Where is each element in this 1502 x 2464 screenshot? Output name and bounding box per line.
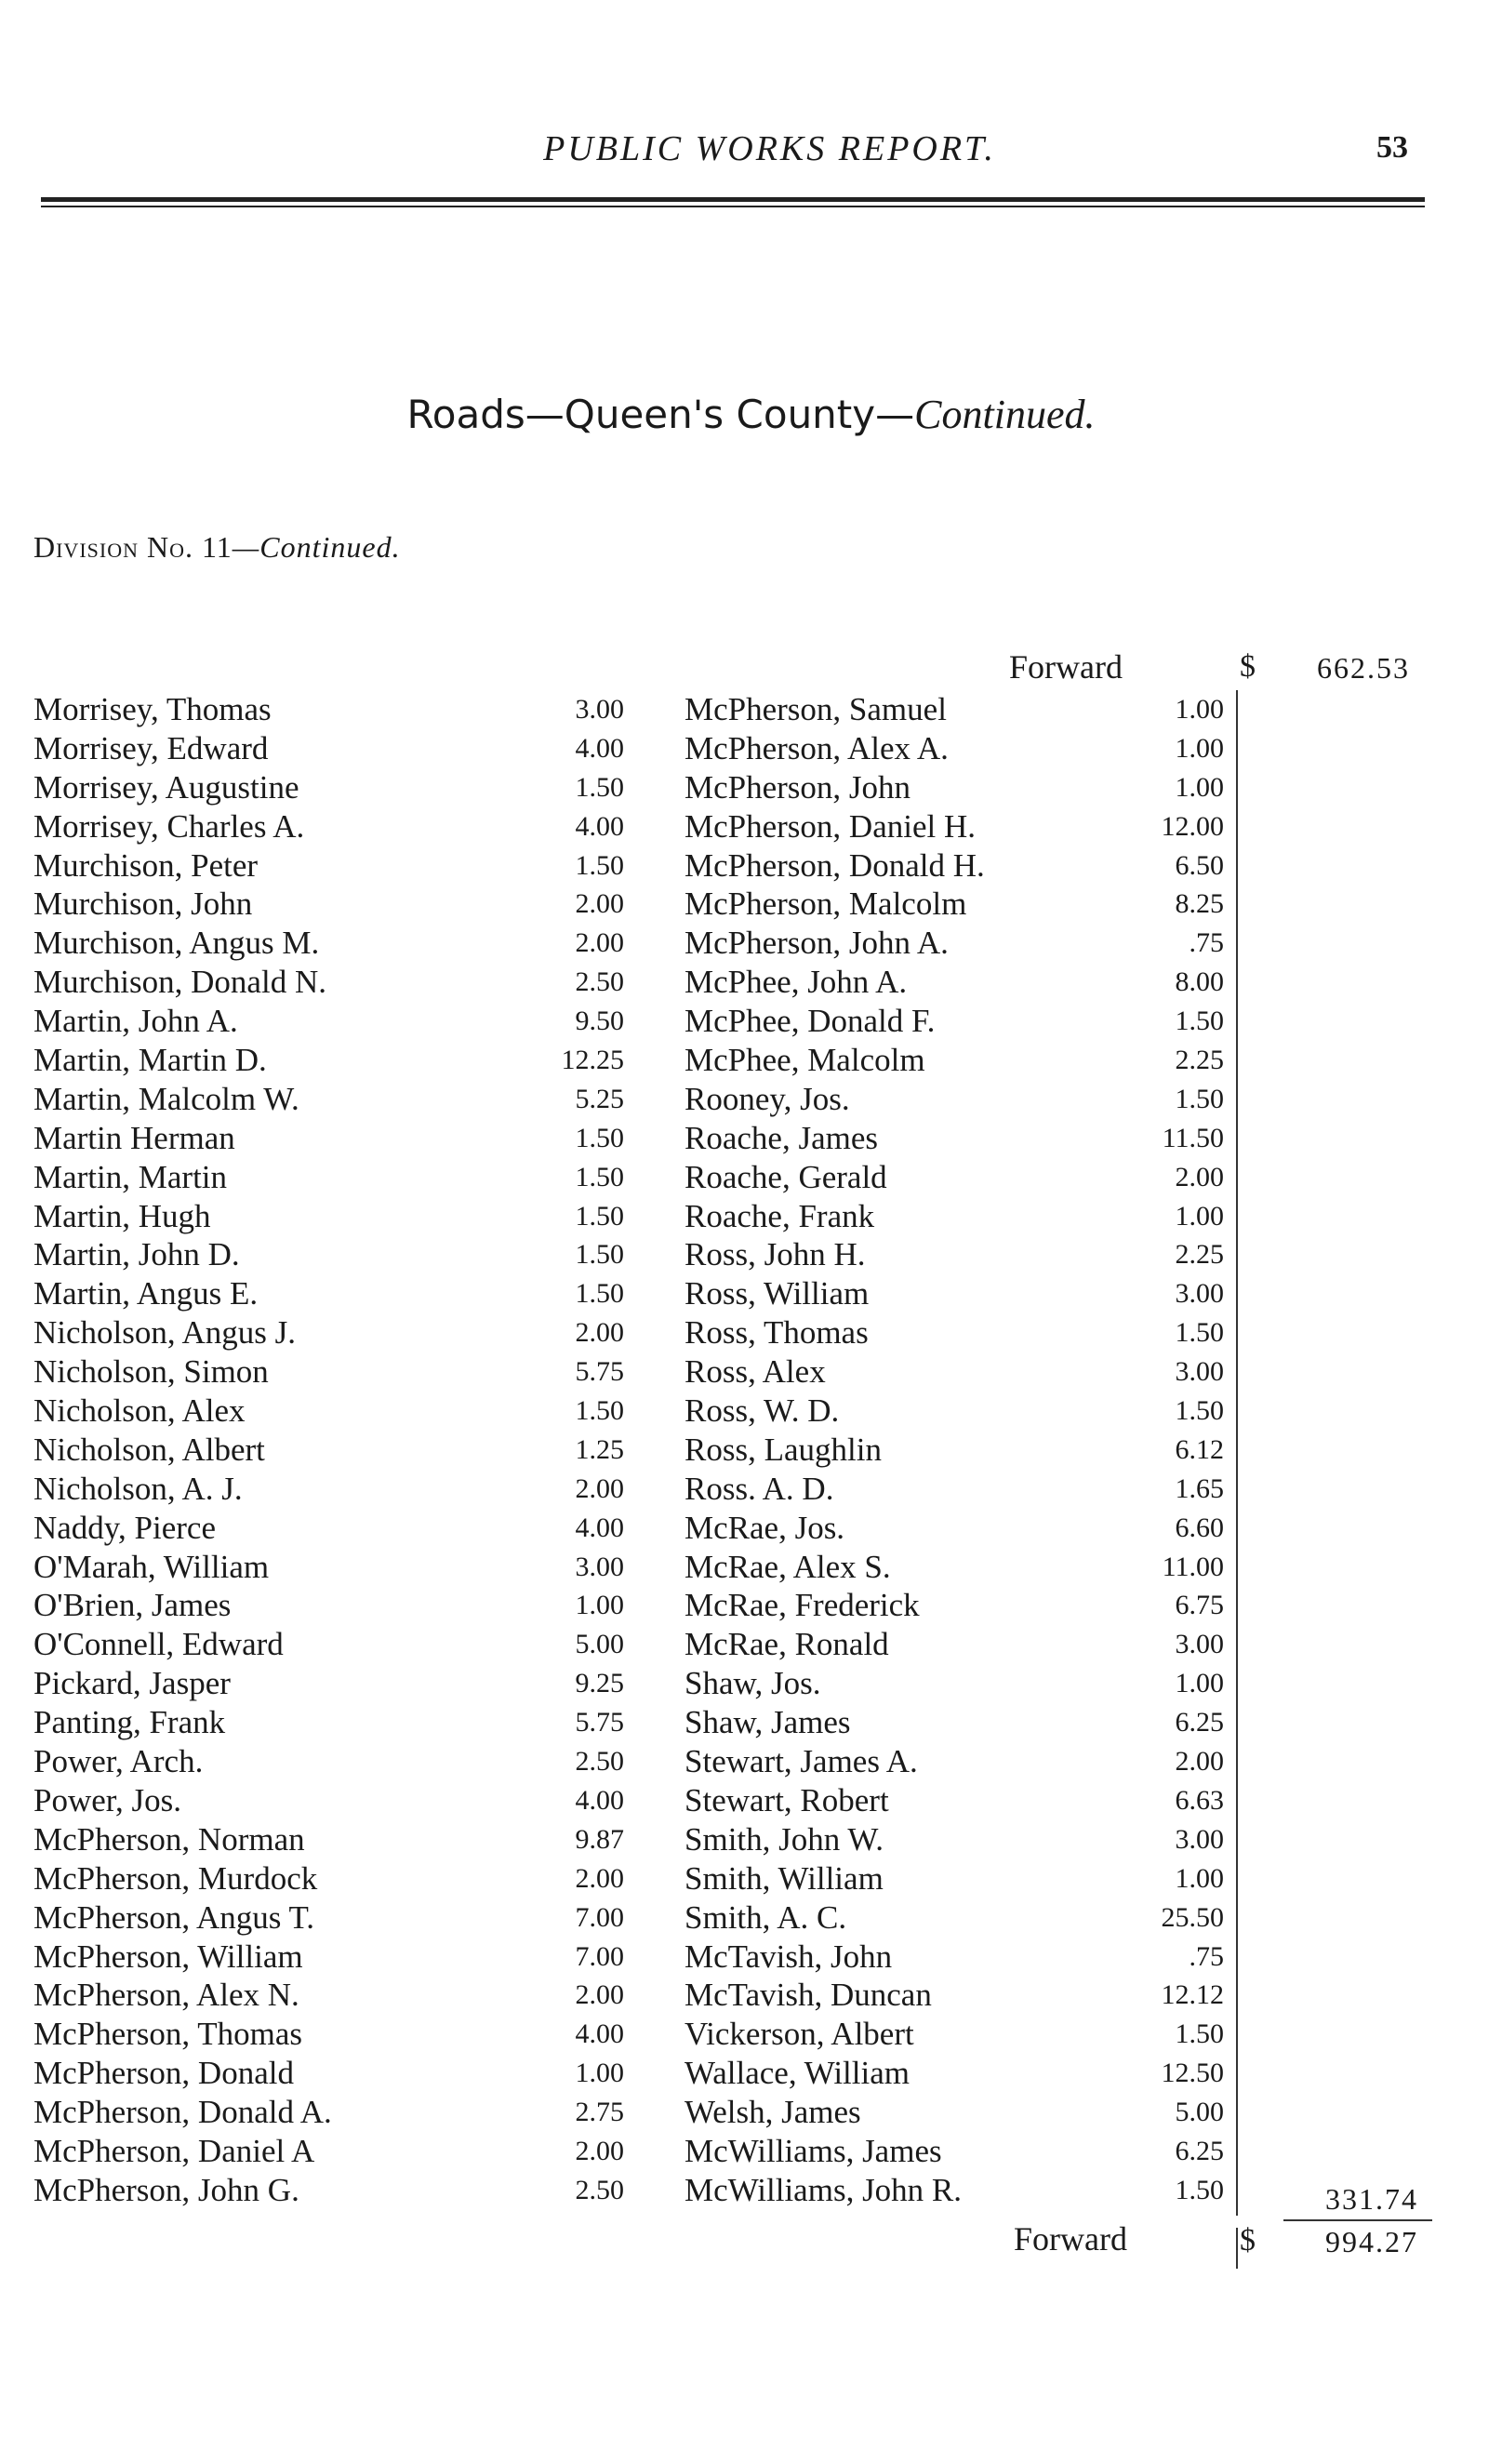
payee-name: McTavish, Duncan xyxy=(685,1977,932,2014)
page-number: 53 xyxy=(1376,130,1408,165)
payee-name: Smith, A. C. xyxy=(685,1898,847,1936)
payment-amount: 5.75 xyxy=(575,1707,624,1738)
payment-amount: 1.00 xyxy=(1175,1668,1224,1699)
payment-amount: 4.00 xyxy=(575,732,624,764)
ledger-row xyxy=(33,885,624,924)
forward-top-label: Forward xyxy=(1009,648,1123,686)
ledger-row xyxy=(33,1431,624,1470)
forward-bottom-dollar: $ xyxy=(1240,2223,1256,2258)
payment-amount: 12.12 xyxy=(1161,1979,1224,2011)
payment-amount: 2.25 xyxy=(1175,1045,1224,1076)
payee-name: Morrisey, Charles A. xyxy=(33,807,305,845)
subtotal-underline xyxy=(1283,2219,1432,2221)
forward-bottom-label: Forward xyxy=(1014,2220,1127,2258)
payment-amount: 9.50 xyxy=(575,1006,624,1037)
payment-amount: 2.00 xyxy=(1175,1161,1224,1192)
ledger-row xyxy=(33,1470,624,1509)
payee-name: Nicholson, Albert xyxy=(33,1431,265,1468)
payee-name: Martin, Hugh xyxy=(33,1197,211,1234)
ledger-row xyxy=(679,924,1237,963)
payment-amount: 12.25 xyxy=(561,1045,624,1076)
ledger-row xyxy=(33,1548,624,1587)
payment-amount: 1.00 xyxy=(1175,732,1224,764)
payee-name: Welsh, James xyxy=(685,2094,861,2131)
ledger-row xyxy=(679,2093,1237,2132)
left-column xyxy=(33,690,624,2210)
payment-amount: 3.00 xyxy=(1175,1278,1224,1310)
payee-name: Shaw, Jos. xyxy=(685,1665,821,1702)
payment-amount: 4.00 xyxy=(575,1512,624,1543)
payment-amount: 12.50 xyxy=(1161,2058,1224,2089)
division-label: Division No. xyxy=(33,530,193,564)
ledger-row xyxy=(33,1392,624,1431)
ledger-row xyxy=(33,1625,624,1664)
ledger-row xyxy=(679,807,1237,846)
forward-bottom-rule xyxy=(1236,2228,1238,2269)
payment-amount: 6.25 xyxy=(1175,2135,1224,2166)
payment-amount: .75 xyxy=(1189,1940,1224,1972)
payment-amount: 2.00 xyxy=(575,927,624,959)
payment-amount: 1.00 xyxy=(575,1590,624,1621)
payment-amount: 4.00 xyxy=(575,1784,624,1816)
ledger-row xyxy=(679,2054,1237,2093)
payment-amount: 1.00 xyxy=(1175,1862,1224,1894)
ledger-row xyxy=(679,963,1237,1002)
section-title-main: Roads—Queen's County— xyxy=(406,392,915,437)
ledger-row xyxy=(679,1235,1237,1274)
payment-amount: 1.00 xyxy=(575,2058,624,2089)
payee-name: McPhee, Malcolm xyxy=(685,1042,925,1079)
ledger-row xyxy=(679,1976,1237,2015)
payee-name: Murchison, Peter xyxy=(33,846,259,884)
payment-amount: 12.00 xyxy=(1161,810,1224,842)
payment-amount: 1.50 xyxy=(1175,1083,1224,1114)
ledger-row xyxy=(679,1352,1237,1392)
ledger-row xyxy=(33,1041,624,1080)
payee-name: Ross, Thomas xyxy=(685,1314,869,1352)
payment-amount: 3.00 xyxy=(575,694,624,725)
payee-name: McPherson, Murdock xyxy=(33,1859,318,1897)
payee-name: Stewart, James A. xyxy=(685,1743,918,1780)
ledger-row xyxy=(33,846,624,886)
payee-name: Ross, Laughlin xyxy=(685,1431,882,1468)
ledger-row xyxy=(33,1352,624,1392)
payee-name: Shaw, James xyxy=(685,1704,851,1741)
payee-name: Panting, Frank xyxy=(33,1704,226,1741)
payment-amount: 3.00 xyxy=(575,1551,624,1582)
header-rule-thick xyxy=(41,197,1425,202)
payee-name: Murchison, Donald N. xyxy=(33,964,326,1001)
payee-name: McPherson, William xyxy=(33,1938,303,1975)
ledger-row xyxy=(679,1197,1237,1236)
payment-amount: 1.00 xyxy=(1175,1200,1224,1232)
payee-name: Nicholson, Alex xyxy=(33,1392,246,1430)
ledger-row xyxy=(33,2015,624,2054)
ledger-row xyxy=(33,1197,624,1236)
payee-name: Murchison, John xyxy=(33,886,253,923)
ledger-row xyxy=(33,1859,624,1898)
payment-amount: 8.25 xyxy=(1175,888,1224,920)
ledger-row xyxy=(679,768,1237,807)
ledger-row xyxy=(679,2015,1237,2054)
payment-amount: 6.75 xyxy=(1175,1590,1224,1621)
payee-name: Nicholson, Angus J. xyxy=(33,1314,296,1352)
payee-name: Ross. A. D. xyxy=(685,1470,834,1507)
payee-name: McRae, Frederick xyxy=(685,1587,920,1624)
payee-name: Pickard, Jasper xyxy=(33,1665,231,1702)
payment-amount: 1.50 xyxy=(575,1395,624,1427)
ledger-row xyxy=(679,1392,1237,1431)
payee-name: Smith, John W. xyxy=(685,1820,884,1858)
ledger-row xyxy=(33,1235,624,1274)
payee-name: Morrisey, Augustine xyxy=(33,768,299,806)
payee-name: McPherson, Donald H. xyxy=(685,846,985,884)
payment-amount: 2.50 xyxy=(575,1746,624,1778)
payment-amount: 11.50 xyxy=(1162,1122,1224,1153)
payee-name: McPherson, John G. xyxy=(33,2171,299,2208)
payment-amount: 6.12 xyxy=(1175,1433,1224,1465)
payment-amount: 1.50 xyxy=(1175,1006,1224,1037)
ledger-row xyxy=(679,1898,1237,1938)
payment-amount: 25.50 xyxy=(1161,1901,1224,1933)
ledger-row xyxy=(679,1041,1237,1080)
payment-amount: 1.50 xyxy=(575,1200,624,1232)
payee-name: McPherson, Thomas xyxy=(33,2016,303,2053)
ledger-row xyxy=(33,2093,624,2132)
ledger-row xyxy=(679,1938,1237,1977)
payee-name: Rooney, Jos. xyxy=(685,1080,850,1117)
payment-amount: .75 xyxy=(1189,927,1224,959)
payment-amount: 8.00 xyxy=(1175,966,1224,998)
payee-name: McPherson, Daniel A xyxy=(33,2132,315,2169)
payment-amount: 4.00 xyxy=(575,810,624,842)
ledger-row xyxy=(679,2132,1237,2171)
ledger-row xyxy=(33,1820,624,1859)
payee-name: Ross, W. D. xyxy=(685,1392,840,1430)
payment-amount: 4.00 xyxy=(575,2018,624,2050)
ledger-row xyxy=(33,729,624,768)
ledger-row xyxy=(33,2171,624,2210)
payment-amount: 1.50 xyxy=(575,771,624,803)
payee-name: McPherson, Donald xyxy=(33,2055,294,2092)
payee-name: Martin, Martin xyxy=(33,1158,228,1195)
payment-amount: 1.50 xyxy=(1175,1395,1224,1427)
payee-name: McWilliams, John R. xyxy=(685,2171,963,2208)
payment-amount: 1.65 xyxy=(1175,1472,1224,1504)
payee-name: Wallace, William xyxy=(685,2055,910,2092)
payee-name: McPhee, John A. xyxy=(685,964,908,1001)
ledger-row xyxy=(33,807,624,846)
payee-name: Power, Arch. xyxy=(33,1743,204,1780)
section-title-continued: Continued. xyxy=(914,392,1096,437)
payee-name: McPherson, John A. xyxy=(685,925,949,962)
ledger-row xyxy=(679,1509,1237,1548)
forward-bottom-amount: 994.27 xyxy=(1325,2225,1418,2258)
payee-name: Power, Jos. xyxy=(33,1781,182,1818)
payment-amount: 1.50 xyxy=(575,1239,624,1271)
ledger-row xyxy=(33,1313,624,1352)
payee-name: Martin, Angus E. xyxy=(33,1275,259,1312)
ledger-row xyxy=(33,1898,624,1938)
ledger-row xyxy=(679,885,1237,924)
ledger-row xyxy=(33,1158,624,1197)
ledger-row xyxy=(679,1548,1237,1587)
payment-amount: 2.00 xyxy=(575,888,624,920)
payee-name: Ross, William xyxy=(685,1275,870,1312)
forward-top-dollar: $ xyxy=(1240,649,1256,684)
ledger-row xyxy=(679,1820,1237,1859)
payment-amount: 1.00 xyxy=(1175,694,1224,725)
forward-top-amount: 662.53 xyxy=(1317,651,1410,685)
payment-amount: 3.00 xyxy=(1175,1629,1224,1660)
ledger-row xyxy=(679,1742,1237,1781)
payee-name: McPherson, Daniel H. xyxy=(685,807,977,845)
ledger-row xyxy=(679,846,1237,886)
amount-column-rule xyxy=(1236,690,1238,2216)
payee-name: McRae, Ronald xyxy=(685,1626,889,1663)
ledger-row xyxy=(679,1625,1237,1664)
payee-name: Stewart, Robert xyxy=(685,1781,889,1818)
ledger-row xyxy=(33,1938,624,1977)
payee-name: Murchison, Angus M. xyxy=(33,925,320,962)
payee-name: O'Connell, Edward xyxy=(33,1626,284,1663)
payee-name: Morrisey, Edward xyxy=(33,729,269,766)
payee-name: Martin, Martin D. xyxy=(33,1042,267,1079)
payment-amount: 5.00 xyxy=(575,1629,624,1660)
payment-amount: 2.75 xyxy=(575,2097,624,2128)
running-header: PUBLIC WORKS REPORT. xyxy=(543,129,996,168)
payee-name: McPherson, Angus T. xyxy=(33,1898,315,1936)
payee-name: Martin Herman xyxy=(33,1119,235,1156)
ledger-row xyxy=(679,1002,1237,1041)
ledger-row xyxy=(679,1781,1237,1820)
payment-amount: 6.25 xyxy=(1175,1707,1224,1738)
payee-name: Ross, Alex xyxy=(685,1353,826,1391)
header-rule-thin xyxy=(41,206,1425,207)
ledger-row xyxy=(33,1274,624,1313)
ledger-row xyxy=(33,1781,624,1820)
payment-amount: 6.60 xyxy=(1175,1512,1224,1543)
right-column xyxy=(679,690,1237,2210)
ledger-row xyxy=(33,1703,624,1742)
payee-name: McPherson, Samuel xyxy=(685,691,947,727)
payee-name: Ross, John H. xyxy=(685,1236,866,1273)
payment-amount: 3.00 xyxy=(1175,1356,1224,1388)
payment-amount: 1.50 xyxy=(575,849,624,881)
payment-amount: 1.50 xyxy=(575,1161,624,1192)
ledger-row xyxy=(679,1664,1237,1703)
payee-name: McTavish, John xyxy=(685,1938,893,1975)
ledger-row xyxy=(33,924,624,963)
payee-name: O'Brien, James xyxy=(33,1587,232,1624)
ledger-row xyxy=(679,1158,1237,1197)
ledger-row xyxy=(33,1976,624,2015)
payment-amount: 1.50 xyxy=(1175,1317,1224,1349)
payment-amount: 9.25 xyxy=(575,1668,624,1699)
ledger-row xyxy=(679,1703,1237,1742)
payee-name: Roache, Frank xyxy=(685,1197,875,1234)
payee-name: Vickerson, Albert xyxy=(685,2016,914,2053)
ledger-row xyxy=(33,1742,624,1781)
payee-name: McPherson, Malcolm xyxy=(685,886,967,923)
payment-amount: 9.87 xyxy=(575,1823,624,1855)
division-heading xyxy=(33,530,401,565)
ledger-row xyxy=(33,1664,624,1703)
ledger-row xyxy=(679,1470,1237,1509)
payee-name: McPherson, Donald A. xyxy=(33,2094,332,2131)
payment-amount: 1.50 xyxy=(1175,2174,1224,2205)
payment-amount: 2.00 xyxy=(575,1862,624,1894)
payee-name: Martin, Malcolm W. xyxy=(33,1080,299,1117)
payment-amount: 1.00 xyxy=(1175,771,1224,803)
payee-name: McWilliams, James xyxy=(685,2132,942,2169)
payee-name: Smith, William xyxy=(685,1859,884,1897)
ledger-row xyxy=(679,2171,1237,2210)
payment-amount: 6.63 xyxy=(1175,1784,1224,1816)
ledger-row xyxy=(679,729,1237,768)
ledger-row xyxy=(33,2054,624,2093)
payment-amount: 3.00 xyxy=(1175,1823,1224,1855)
ledger-row xyxy=(679,690,1237,729)
ledger-row xyxy=(679,1431,1237,1470)
payment-amount: 5.00 xyxy=(1175,2097,1224,2128)
payee-name: Martin, John A. xyxy=(33,1003,238,1040)
payee-name: McPherson, Norman xyxy=(33,1820,305,1858)
payment-amount: 7.00 xyxy=(575,1940,624,1972)
ledger-row xyxy=(33,1080,624,1119)
payment-amount: 11.00 xyxy=(1162,1551,1224,1582)
payee-name: McRae, Jos. xyxy=(685,1509,845,1546)
page-subtotal: 331.74 xyxy=(1325,2182,1418,2216)
ledger-row xyxy=(33,2132,624,2171)
payee-name: Morrisey, Thomas xyxy=(33,691,272,727)
ledger-row xyxy=(33,963,624,1002)
payment-amount: 1.50 xyxy=(575,1122,624,1153)
payee-name: McRae, Alex S. xyxy=(685,1548,891,1585)
ledger-row xyxy=(33,1119,624,1158)
ledger-row xyxy=(33,1586,624,1625)
payment-amount: 1.50 xyxy=(1175,2018,1224,2050)
payment-amount: 2.00 xyxy=(575,1979,624,2011)
payment-amount: 5.75 xyxy=(575,1356,624,1388)
payee-name: Roache, James xyxy=(685,1119,878,1156)
payment-amount: 2.25 xyxy=(1175,1239,1224,1271)
ledger-row xyxy=(679,1119,1237,1158)
payment-amount: 5.25 xyxy=(575,1083,624,1114)
division-continued: —Continued. xyxy=(232,530,401,564)
ledger-row xyxy=(679,1274,1237,1313)
payment-amount: 2.00 xyxy=(1175,1746,1224,1778)
payee-name: McPherson, Alex N. xyxy=(33,1977,299,2014)
ledger-row xyxy=(33,1002,624,1041)
payee-name: McPherson, John xyxy=(685,768,911,806)
payment-amount: 2.00 xyxy=(575,2135,624,2166)
payment-amount: 7.00 xyxy=(575,1901,624,1933)
ledger-row xyxy=(33,1509,624,1548)
payment-amount: 2.50 xyxy=(575,2174,624,2205)
ledger-row xyxy=(679,1859,1237,1898)
payee-name: Nicholson, A. J. xyxy=(33,1470,243,1507)
payee-name: McPhee, Donald F. xyxy=(685,1003,936,1040)
payee-name: Martin, John D. xyxy=(33,1236,240,1273)
payee-name: Naddy, Pierce xyxy=(33,1509,216,1546)
division-number: 11 xyxy=(201,530,233,564)
ledger-row xyxy=(33,690,624,729)
section-title xyxy=(0,391,1502,438)
payment-amount: 6.50 xyxy=(1175,849,1224,881)
payee-name: Nicholson, Simon xyxy=(33,1353,269,1391)
payment-amount: 2.00 xyxy=(575,1472,624,1504)
payee-name: Roache, Gerald xyxy=(685,1158,887,1195)
payee-name: O'Marah, William xyxy=(33,1548,270,1585)
ledger-row xyxy=(33,768,624,807)
payment-amount: 2.00 xyxy=(575,1317,624,1349)
ledger-row xyxy=(679,1313,1237,1352)
payment-amount: 2.50 xyxy=(575,966,624,998)
payment-amount: 1.50 xyxy=(575,1278,624,1310)
ledger-row xyxy=(679,1586,1237,1625)
payee-name: McPherson, Alex A. xyxy=(685,729,949,766)
ledger-row xyxy=(679,1080,1237,1119)
payment-amount: 1.25 xyxy=(575,1433,624,1465)
